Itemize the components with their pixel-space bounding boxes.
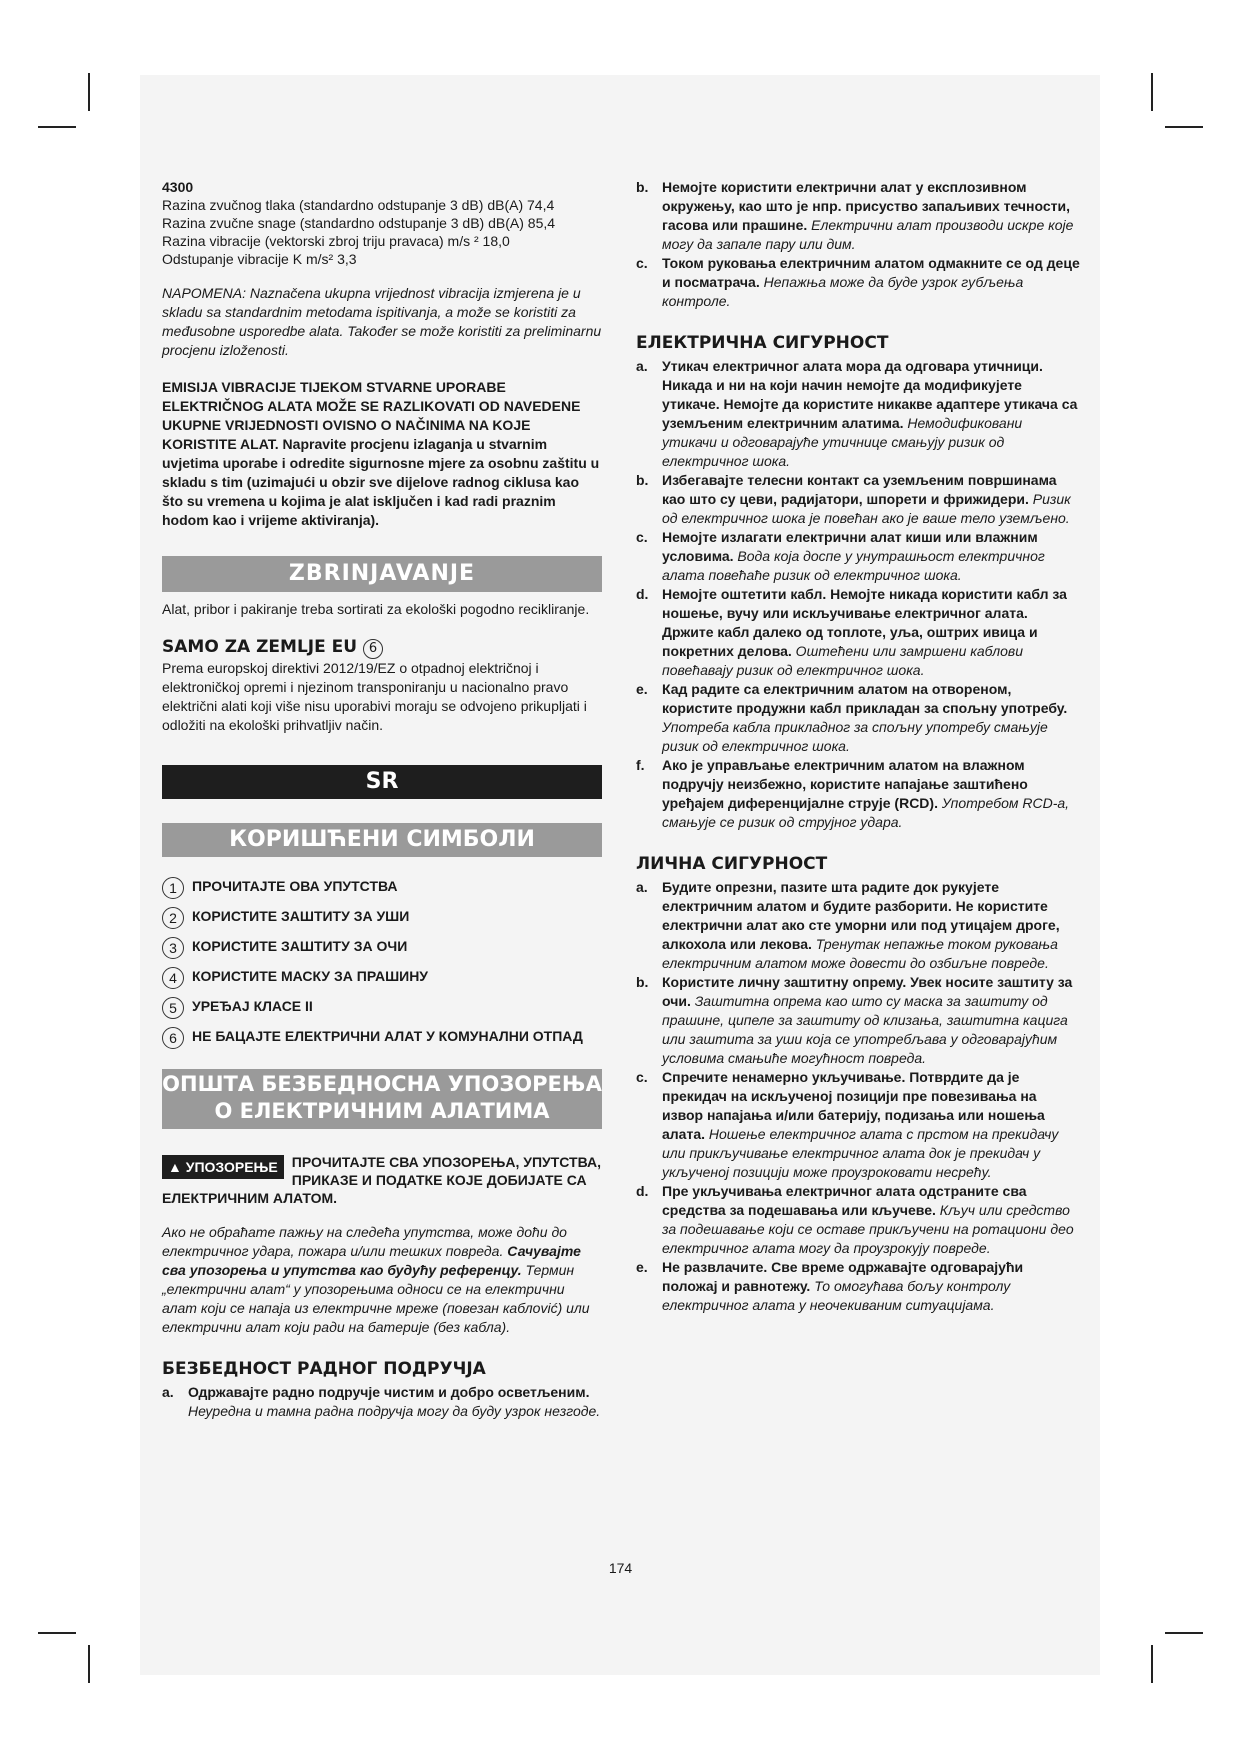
general-warnings-heading-bar: ОПШТА БЕЗБЕДНОСНА УПОЗОРЕЊА О ЕЛЕКТРИЧНИМ АЛАТИМА xyxy=(162,1069,602,1129)
circle-number-icon: 1 xyxy=(162,877,184,899)
warning-block xyxy=(162,1153,602,1207)
item-italic: Употребом RCD-а, смањује се ризик од струјног удара. xyxy=(662,795,1070,830)
symbol-item xyxy=(162,907,602,929)
circle-number-icon: 3 xyxy=(162,937,184,959)
item-letter: b. xyxy=(636,179,649,195)
symbol-label: КОРИСТИТЕ МАСКУ ЗА ПРАШИНУ xyxy=(192,968,429,984)
spec-line: Razina zvučne snage (standardno odstupanje 3 dB) dB(A) 85,4 xyxy=(162,215,556,231)
eu-heading xyxy=(162,637,602,659)
intro-paragraph xyxy=(162,1223,602,1337)
item-bold: Не развлачите. Све време одржавајте одговарајући положај и равнотежу. xyxy=(662,1259,1024,1294)
intro-text: Термин „електрични алат“ у упозорењима односи се на електрични алат који се напаја из електричне мреже (повезан каблović) или електрични алат који ради на батерије (без кабла). xyxy=(162,1262,590,1335)
item-letter: a. xyxy=(636,879,648,895)
list-item xyxy=(636,585,1081,680)
item-content xyxy=(658,178,1081,254)
item-content xyxy=(658,471,1081,528)
list-item xyxy=(636,254,1081,311)
list-item xyxy=(636,973,1081,1068)
item-content xyxy=(658,1258,1081,1315)
item-content xyxy=(658,1182,1081,1258)
item-italic: То омогућава бољу контролу електричног алата у неочекиваним ситуацијама. xyxy=(662,1278,1011,1313)
item-letter: b. xyxy=(636,974,649,990)
item-bold: Током руковања електричним алатом одмакните се од деце и посматрача. xyxy=(662,255,1080,290)
item-content xyxy=(658,878,1081,973)
language-bar: SR xyxy=(162,765,602,799)
item-italic: Употреба кабла прикладног за спољну употребу смањује ризик од електричног шока. xyxy=(662,719,1048,754)
item-italic: Електрични алат производи искре које могу да запале пару или дим. xyxy=(662,217,1074,252)
item-bold: Спречите ненамерно укључивање. Потврдите да је прекидач на искљученој позицији пре повезивања на извор напајања и/или батерију, подизања или ношења алата. xyxy=(662,1069,1045,1142)
spec-line: Odstupanje vibracije K m/s² 3,3 xyxy=(162,251,357,267)
page-number: 174 xyxy=(608,1560,633,1576)
item-content xyxy=(184,1383,602,1421)
list-item xyxy=(636,357,1081,471)
symbol-label: НЕ БАЦАЈТЕ ЕЛЕКТРИЧНИ АЛАТ У КОМУНАЛНИ ОТПАД xyxy=(192,1028,583,1044)
spec-list xyxy=(162,196,602,268)
item-italic: Тренутак непажње током руковања електричним алатом може довести до озбиљне повреде. xyxy=(662,936,1058,971)
item-content xyxy=(658,528,1081,585)
crop-mark xyxy=(1151,1645,1153,1683)
item-letter: d. xyxy=(636,586,649,602)
crop-mark xyxy=(1165,1632,1203,1634)
symbol-label: КОРИСТИТЕ ЗАШТИТУ ЗА ОЧИ xyxy=(192,938,408,954)
item-bold: Немојте оштетити кабл. Немојте никада користити кабл за ношење, вучу или искључивање електричног алата. Држите кабл далеко од топлоте, уља, оштрих ивица и покретних делова. xyxy=(662,586,1067,659)
left-column xyxy=(162,178,602,1421)
intro-text: Ако не обраћате пажњу на следећа упутства, може доћи до електричног удара, пожара и/или тешких повреда. xyxy=(162,1224,567,1259)
item-italic: Неуредна и тамна радна подручја могу да буду узрок незгоде. xyxy=(188,1403,601,1419)
disposal-heading-bar: ZBRINJAVANJE xyxy=(162,556,602,592)
list-item xyxy=(636,1258,1081,1315)
symbol-item xyxy=(162,877,602,899)
list-item xyxy=(636,471,1081,528)
list-item xyxy=(636,1068,1081,1182)
item-italic: Немодификовани утикачи и одговарајуће утичнице смањују ризик од електричног шока. xyxy=(662,415,1023,469)
spec-line: Razina vibracije (vektorski zbroj triju pravaca) m/s ² 18,0 xyxy=(162,233,510,249)
item-letter: a. xyxy=(162,1384,174,1400)
crop-mark xyxy=(1151,73,1153,111)
item-italic: Вода која доспе у унутрашњост електричног алата повећаће ризик од електричног шока. xyxy=(662,548,1045,583)
intro-bold-text: Сачувајте сва упозорења и упутства као будућу референцу. xyxy=(162,1243,581,1278)
item-italic: Оштећени или замршени каблови повећавају ризик од електричног шока. xyxy=(662,643,1024,678)
eu-text: Prema europskoj direktivi 2012/19/EZ o otpadnoj električnoj i elektroničkoj opremi i njezinom transponiranju u nacionalno pravo električni alati koji više nisu uporabivi moraju se odvojeno prikupljati i odložiti na ekološki prihvatljiv način. xyxy=(162,660,587,733)
item-bold: Кад радите са електричним алатом на отвореном, користите продужни кабл прикладан за спољну употребу. xyxy=(662,681,1068,716)
item-italic: Заштитна опрема као што су маска за заштиту од прашине, ципеле за заштиту од клизања, заштитна кацига или заштита за уши која се употребљава у одговарајућим условима смањиће могућност повреда. xyxy=(662,993,1068,1066)
personal-heading: ЛИЧНА СИГУРНОСТ xyxy=(636,854,828,874)
item-content xyxy=(658,585,1081,680)
symbol-item xyxy=(162,937,602,959)
circle-number-icon: 2 xyxy=(162,907,184,929)
item-bold: Избегавајте телесни контакт са уземљеним површинама као што су цеви, радијатори, шпорети и фрижидери. xyxy=(662,472,1057,507)
item-letter: b. xyxy=(636,472,649,488)
symbol-label: КОРИСТИТЕ ЗАШТИТУ ЗА УШИ xyxy=(192,908,410,924)
symbol-label: УРЕЂАЈ КЛАСЕ II xyxy=(192,998,313,1014)
list-item xyxy=(162,1383,602,1421)
item-bold: Користите личну заштитну опрему. Увек носите заштиту за очи. xyxy=(662,974,1073,1009)
item-italic: Непажња може да буде узрок губљења контроле. xyxy=(662,274,1024,309)
symbols-heading-bar: КОРИШЋЕНИ СИМБОЛИ xyxy=(162,823,602,857)
symbol-item xyxy=(162,967,602,989)
eu-heading-text: SAMO ZA ZEMLJE EU xyxy=(162,637,358,657)
list-item xyxy=(636,680,1081,756)
napomena-note: NAPOMENA: Naznačena ukupna vrijednost vibracija izmjerena je u skladu sa standardnim metodama ispitivanja, a može se koristiti za međusobne usporedbe alata. Također se može koristiti za preliminarnu procjenu izloženosti. xyxy=(162,285,602,358)
warning-badge: ▲ УПОЗОРЕЊЕ xyxy=(162,1155,284,1179)
item-letter: f. xyxy=(636,757,645,773)
symbol-6-icon: 6 xyxy=(363,639,383,659)
spec-line: Razina zvučnog tlaka (standardno odstupanje 3 dB) dB(A) 74,4 xyxy=(162,197,555,213)
circle-number-icon: 6 xyxy=(162,1027,184,1049)
work-area-heading: БЕЗБЕДНОСТ РАДНОГ ПОДРУЧЈА xyxy=(162,1359,486,1379)
list-item xyxy=(636,1182,1081,1258)
item-bold: Немојте излагати електрични алат киши или влажним условима. xyxy=(662,529,1038,564)
list-item xyxy=(636,528,1081,585)
item-bold: Одржавајте радно подручје чистим и добро осветљеним. xyxy=(188,1384,590,1400)
item-letter: e. xyxy=(636,1259,648,1275)
item-italic: Кључ или средство за подешавање који се оставе прикључени на ротациони део електричног алата могу да проузрокују повреде. xyxy=(662,1202,1074,1256)
symbol-label: ПРОЧИТАЈТЕ ОВА УПУТСТВА xyxy=(192,878,398,894)
item-letter: c. xyxy=(636,1069,648,1085)
item-letter: a. xyxy=(636,358,648,374)
right-column xyxy=(636,178,1081,1315)
item-bold: Ако је управљање електричним алатом на влажном подручју неизбежно, користите напајање заштићено уређајем диференцијалне струје (RCD). xyxy=(662,757,1028,811)
item-bold: Немојте користити електрични алат у експлозивном окружењу, као што је нпр. присуство запаљивих течности, гасова или прашине. xyxy=(662,179,1071,233)
symbol-list xyxy=(162,877,602,1049)
list-item xyxy=(636,178,1081,254)
item-bold: Утикач електричног алата мора да одговара утичници. Никада и ни на који начин немојте да модификујете утикаче. Немојте да користите никакве адаптере утикача са уземљеним електричним алатима. xyxy=(662,358,1078,431)
crop-mark xyxy=(88,73,90,111)
item-content xyxy=(658,756,1081,832)
model-number: 4300 xyxy=(162,179,194,195)
circle-number-icon: 4 xyxy=(162,967,184,989)
item-bold: Пре укључивања електричног алата одстраните сва средства за подешавања или кључеве. xyxy=(662,1183,1027,1218)
item-content xyxy=(658,973,1081,1068)
item-letter: c. xyxy=(636,529,648,545)
warning-text: ПРОЧИТАЈТЕ СВА УПОЗОРЕЊА, УПУТСТВА, ПРИКАЗЕ И ПОДАТКЕ КОЈЕ ДОБИЈАТЕ СА ЕЛЕКТРИЧНИМ АЛАТОМ. xyxy=(162,1154,601,1206)
list-item xyxy=(636,756,1081,832)
item-bold: Будите опрезни, пазите шта радите док рукујете електричним алатом и будите разборити. Не користите електрични алат ако сте уморни или под утицајем дроге, алкохола или лекова. xyxy=(662,879,1060,952)
item-letter: d. xyxy=(636,1183,649,1199)
crop-mark xyxy=(1165,126,1203,128)
crop-mark xyxy=(88,1645,90,1683)
electrical-heading: ЕЛЕКТРИЧНА СИГУРНОСТ xyxy=(636,333,889,353)
crop-mark xyxy=(38,1632,76,1634)
item-letter: c. xyxy=(636,255,648,271)
item-content xyxy=(658,680,1081,756)
item-italic: Ризик од електричног шока је повећан ако је ваше тело уземљено. xyxy=(662,491,1071,526)
symbol-item xyxy=(162,1027,602,1049)
symbol-item xyxy=(162,997,602,1019)
item-letter: e. xyxy=(636,681,648,697)
item-content xyxy=(658,254,1081,311)
list-item xyxy=(636,878,1081,973)
item-content xyxy=(658,357,1081,471)
item-italic: Ношење електричног алата с прстом на прекидачу или прикључивање електричног алата док је прекидач у укљученој позицији може проузроковати несрећу. xyxy=(662,1126,1059,1180)
emission-warning: EMISIJA VIBRACIJE TIJEKOM STVARNE UPORABE ELEKTRIČNOG ALATA MOŽE SE RAZLIKOVATI OD NAVEDENE UKUPNE VRIJEDNOSTI OVISNO O NAČINIMA NA KOJE KORISTITE ALAT. Napravite procjenu izlaganja u stvarnim uvjetima uporabe i odredite sigurnosne mjere za osobnu zaštitu u skladu s tim (uzimajući u obzir sve dijelove radnog ciklusa kao što su vremena u kojima je alat isključen i kad radi praznim hodom kao i vrijeme aktiviranja). xyxy=(162,379,600,528)
circle-number-icon: 5 xyxy=(162,997,184,1019)
crop-mark xyxy=(38,126,76,128)
item-content xyxy=(658,1068,1081,1182)
disposal-text: Alat, pribor i pakiranje treba sortirati za ekološki pogodno recikliranje. xyxy=(162,601,590,617)
